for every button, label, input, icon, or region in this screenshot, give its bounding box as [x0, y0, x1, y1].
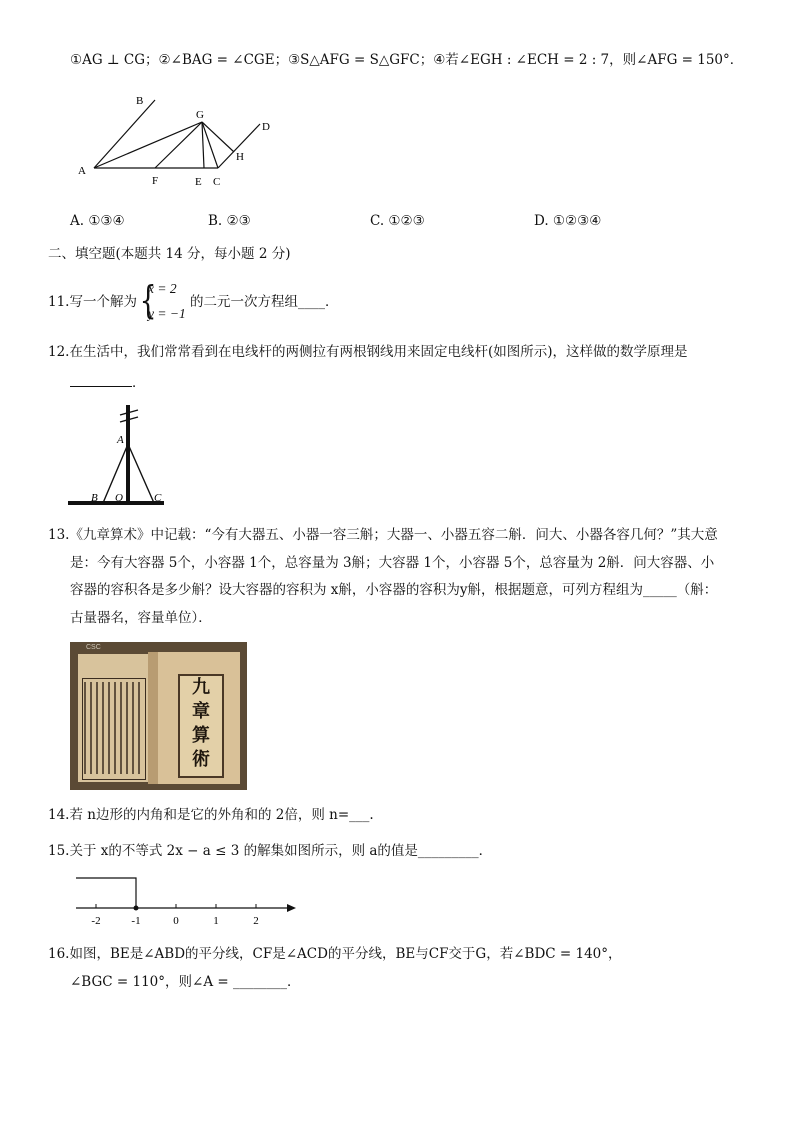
q16-line-1: 16.如图，BE是∠ABD的平分线，CF是∠ACD的平分线，BE与CF交于G，若∠BDC = 140°， — [48, 946, 622, 962]
book-title-char-4: 術 — [192, 749, 210, 770]
tick-label: -1 — [131, 915, 141, 927]
fig10-label-g: G — [196, 109, 204, 121]
book-title-char-3: 算 — [192, 725, 210, 746]
q12-text: 12.在生活中，我们常常看到在电线杆的两侧拉有两根钢线用来固定电线杆(如图所示)，这样做的数学原理是 — [48, 344, 688, 360]
number-line — [70, 870, 302, 930]
q10-conclusions: ①AG ⊥ CG；②∠BAG = ∠CGE；③S△AFG = S△GFC；④若∠EGH : ∠ECH = 2 : 7，则∠AFG = 150°． — [70, 52, 744, 68]
q11-eq2: y = −1 — [148, 306, 186, 321]
fig10-label-b: B — [136, 95, 144, 107]
book-spine — [148, 652, 158, 784]
q13-line-4: 古量器名，容量单位）． — [70, 610, 212, 626]
system-brace: { — [139, 278, 157, 322]
q11-suffix: 的二元一次方程组____． — [190, 294, 339, 310]
tick-label: 1 — [213, 915, 219, 927]
tick-label: 2 — [253, 915, 259, 927]
q12-blank[interactable] — [70, 372, 132, 387]
q13-line-1: 13.《九章算术》中记载：“今有大器五、小器一容三斛；大器一、小器五容二斛．问大、小器各容几何？”其大意 — [48, 527, 718, 543]
fig12-label-a: A — [117, 434, 124, 446]
q13-line-3: 容器的容积各是多少斛？设大容器的容积为 x斛，小容器的容积为y斛，根据题意，可列方程组为_____（斛： — [70, 582, 718, 598]
q12-figure — [68, 402, 180, 512]
book-cover — [158, 652, 240, 784]
endpoint-dot — [134, 906, 139, 911]
q14-text: 14.若 n边形的内角和是它的外角和的 2倍，则 n=___. — [48, 807, 374, 823]
fig12-label-b: B — [91, 492, 98, 504]
book-left-page — [78, 654, 148, 782]
tick-label: 0 — [173, 915, 179, 927]
q13-line-2: 是：今有大容器 5个，小容器 1个，总容量为 3斛；大容器 1个，小容器 5个，总容量为 2斛．问大容器、小 — [70, 555, 715, 571]
option-b[interactable]: B. ②③ — [208, 213, 251, 229]
fig10-label-e: E — [195, 176, 202, 188]
section-title: 二、填空题(本题共 14 分，每小题 2 分) — [48, 246, 291, 262]
fig10-label-f: F — [152, 175, 159, 187]
option-a[interactable]: A. ①③④ — [70, 213, 125, 229]
q12-period: ． — [132, 375, 146, 391]
q11-prefix: 11.写一个解为 — [48, 294, 137, 310]
q16-line-2: ∠BGC = 110°，则∠A = ________． — [70, 974, 301, 990]
q11-eq1: x = 2 — [148, 281, 177, 296]
fig12-label-c: C — [154, 492, 162, 504]
fig10-label-h: H — [236, 151, 244, 163]
tick-label: -2 — [91, 915, 101, 927]
fig10-label-d: D — [262, 121, 270, 133]
q10-figure — [70, 88, 290, 193]
fig10-label-a: A — [78, 165, 86, 177]
book-title-char-1: 九 — [192, 677, 210, 698]
photo-corner-tag: CSC — [86, 644, 101, 651]
book-photo — [70, 642, 247, 790]
fig10-label-c: C — [213, 176, 221, 188]
option-c[interactable]: C. ①②③ — [370, 213, 425, 229]
option-d[interactable]: D. ①②③④ — [534, 213, 602, 229]
q12-answer-line — [70, 372, 146, 393]
q15-text: 15.关于 x的不等式 2x − a ≤ 3 的解集如图所示，则 a的值是_________． — [48, 843, 493, 859]
book-title-char-2: 章 — [192, 701, 210, 722]
fig12-label-o: O — [115, 492, 123, 504]
